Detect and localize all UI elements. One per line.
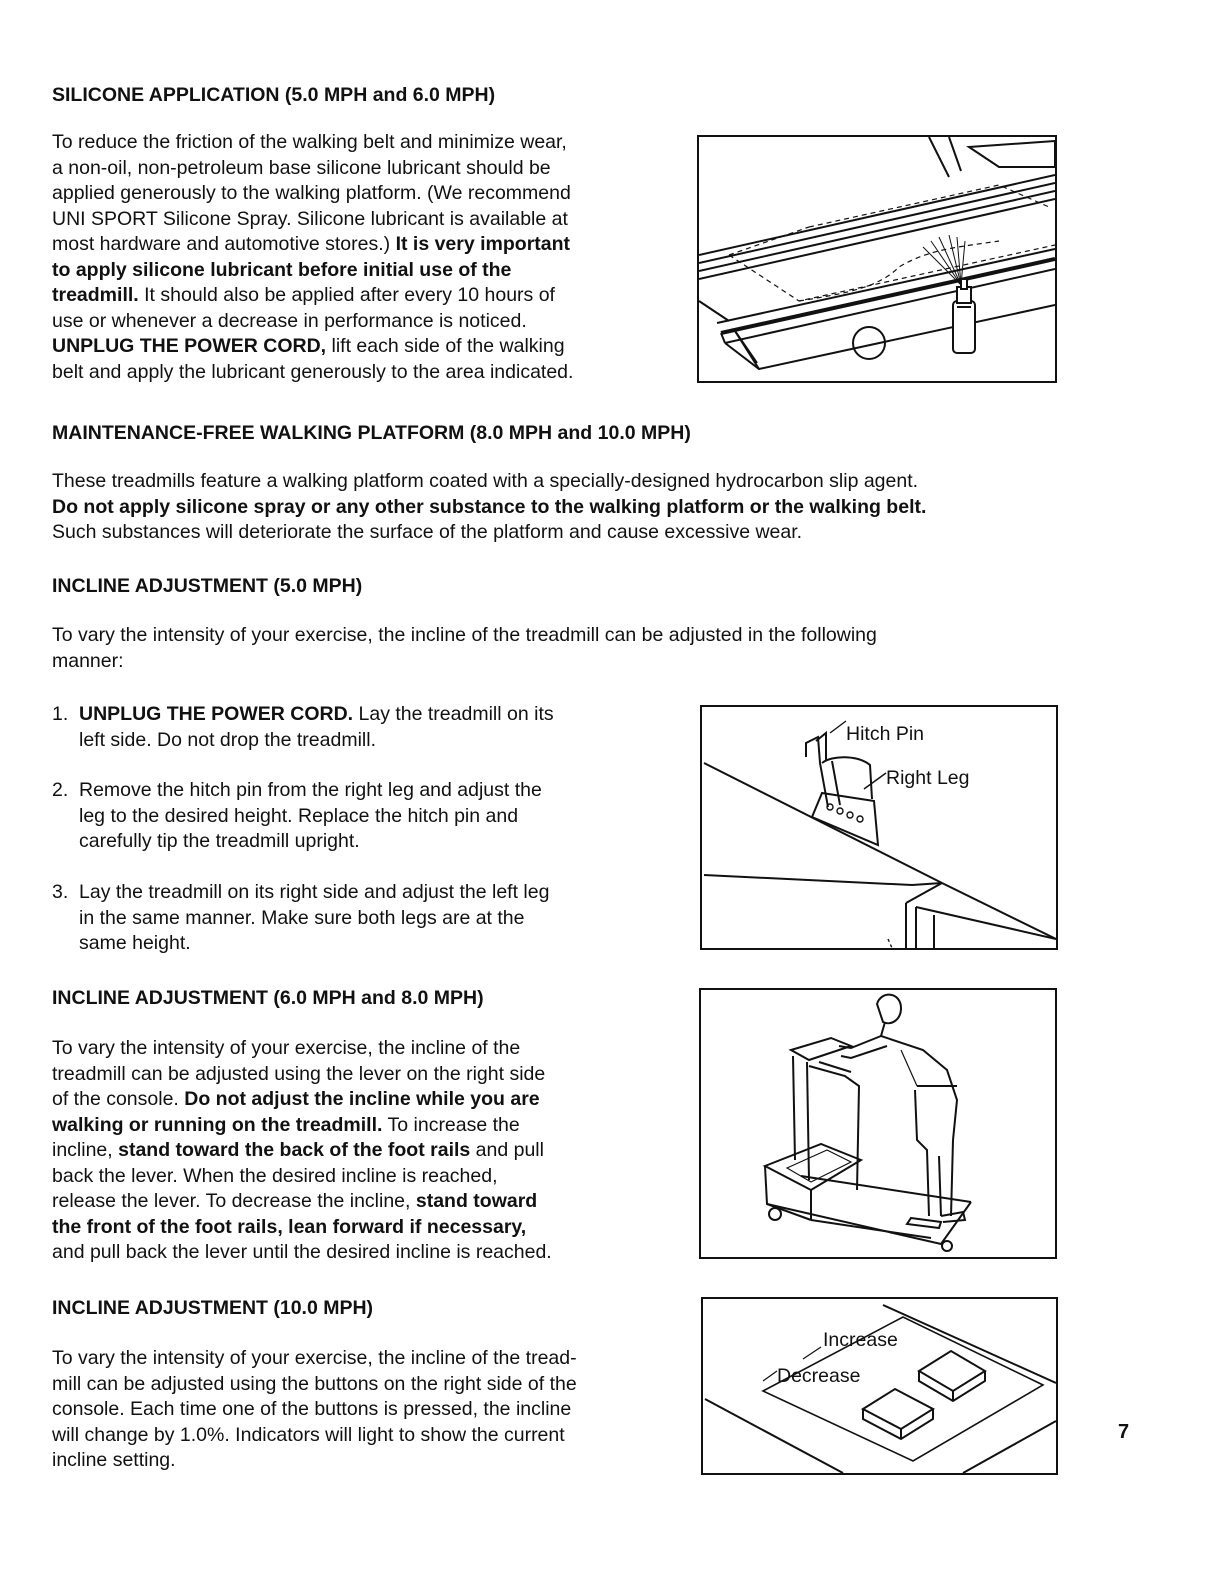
right-leg-label: Right Leg bbox=[886, 767, 970, 789]
text-fragment: It should also be applied after every 10 hours of bbox=[138, 284, 555, 306]
text-line: applied generously to the walking platform. (We recommend bbox=[52, 182, 571, 204]
maintenance-heading: MAINTENANCE-FREE WALKING PLATFORM (8.0 MPH and 10.0 MPH) bbox=[52, 422, 691, 444]
step-number: 2. bbox=[52, 779, 69, 801]
text-line: To vary the intensity of your exercise, the incline of the bbox=[52, 1037, 521, 1059]
step-3 bbox=[52, 880, 652, 958]
text-line: and pull back the lever until the desired incline is reached. bbox=[52, 1241, 552, 1263]
emphasis-text: UNPLUG THE POWER CORD, bbox=[52, 335, 327, 357]
emphasis-text: to apply silicone lubricant before initial use of the bbox=[52, 258, 512, 281]
text-line: use or whenever a decrease in performance is noticed. bbox=[52, 309, 527, 332]
text-fragment: of the console. bbox=[52, 1088, 185, 1110]
text-line: UNI SPORT Silicone Spray. Silicone lubricant is available at bbox=[52, 207, 568, 230]
text-line bbox=[52, 1138, 662, 1164]
incline-10-paragraph bbox=[52, 1346, 662, 1474]
text-line: These treadmills feature a walking platform coated with a specially-designed hydrocarbon slip agent. bbox=[52, 470, 919, 492]
text-line: will change by 1.0%. Indicators will light to show the current bbox=[52, 1423, 565, 1446]
text-line: same height. bbox=[79, 932, 191, 954]
text-line: Such substances will deteriorate the surface of the platform and cause excessive wear. bbox=[52, 521, 803, 543]
text-line: mill can be adjusted using the buttons on the right side of the bbox=[52, 1372, 577, 1395]
text-line: incline setting. bbox=[52, 1449, 176, 1471]
text-line: Remove the hitch pin from the right leg and adjust the bbox=[79, 779, 542, 801]
emphasis-text: walking or running on the treadmill. bbox=[52, 1113, 383, 1136]
text-line: carefully tip the treadmill upright. bbox=[79, 830, 360, 852]
text-line bbox=[52, 1215, 662, 1241]
silicone-paragraph bbox=[52, 130, 662, 385]
text-line bbox=[52, 1087, 662, 1113]
step-number: 3. bbox=[52, 881, 69, 903]
emphasis-text: It is very important bbox=[395, 233, 571, 255]
emphasis-text: the front of the foot rails, lean forward if necessary, bbox=[52, 1215, 527, 1238]
maintenance-paragraph bbox=[52, 469, 1152, 546]
text-line: leg to the desired height. Replace the hitch pin and bbox=[79, 804, 519, 827]
text-line: left side. Do not drop the treadmill. bbox=[79, 728, 376, 751]
text-line bbox=[79, 702, 554, 728]
warning-text: Do not apply silicone spray or any other substance to the walking platform or the walking belt. bbox=[52, 495, 927, 518]
text-line: back the lever. When the desired incline is reached, bbox=[52, 1164, 498, 1187]
text-fragment: most hardware and automotive stores.) bbox=[52, 233, 396, 255]
emphasis-text: stand toward bbox=[415, 1190, 538, 1212]
hitch-pin-label: Hitch Pin bbox=[846, 723, 925, 745]
text-line bbox=[52, 334, 662, 360]
treadmill-deck-drawing bbox=[699, 137, 1055, 381]
person-on-treadmill-drawing bbox=[701, 990, 1055, 1257]
page-number: 7 bbox=[1118, 1421, 1130, 1443]
text-line: Lay the treadmill on its right side and adjust the left leg bbox=[79, 881, 550, 903]
incline-6-8-heading: INCLINE ADJUSTMENT (6.0 MPH and 8.0 MPH) bbox=[52, 987, 484, 1009]
emphasis-text: treadmill. bbox=[52, 284, 139, 306]
text-line: in the same manner. Make sure both legs are at the bbox=[79, 906, 525, 929]
incline-6-8-paragraph bbox=[52, 1036, 662, 1266]
text-line: To vary the intensity of your exercise, the incline of the tread- bbox=[52, 1347, 577, 1369]
text-line: To vary the intensity of your exercise, the incline of the treadmill can be adjusted in the following bbox=[52, 624, 877, 646]
text-fragment: release the lever. To decrease the incline, bbox=[52, 1190, 416, 1212]
incline-10-heading: INCLINE ADJUSTMENT (10.0 MPH) bbox=[52, 1297, 374, 1319]
incline-lever-illustration bbox=[699, 988, 1057, 1259]
silicone-heading: SILICONE APPLICATION (5.0 MPH and 6.0 MPH) bbox=[52, 84, 496, 106]
text-line bbox=[52, 232, 662, 258]
incline-5-heading: INCLINE ADJUSTMENT (5.0 MPH) bbox=[52, 575, 363, 597]
incline-buttons-illustration bbox=[701, 1297, 1058, 1475]
console-buttons-drawing bbox=[703, 1299, 1056, 1473]
emphasis-text: stand toward the back of the foot rails bbox=[118, 1139, 471, 1161]
hitch-pin-illustration bbox=[700, 705, 1058, 950]
step-2 bbox=[52, 778, 652, 856]
text-fragment: incline, bbox=[52, 1139, 119, 1161]
text-line bbox=[52, 258, 662, 284]
text-line: To reduce the friction of the walking belt and minimize wear, bbox=[52, 131, 567, 153]
increase-label: Increase bbox=[823, 1329, 898, 1351]
text-line: console. Each time one of the buttons is pressed, the incline bbox=[52, 1398, 572, 1420]
text-fragment: lift each side of the walking bbox=[326, 335, 565, 357]
decrease-label: Decrease bbox=[777, 1365, 861, 1387]
step-number: 1. bbox=[52, 703, 69, 725]
text-line: treadmill can be adjusted using the lever on the right side bbox=[52, 1062, 546, 1085]
emphasis-text: Do not adjust the incline while you are bbox=[184, 1088, 540, 1110]
text-line bbox=[52, 1189, 662, 1215]
text-line bbox=[52, 1113, 662, 1139]
text-fragment: and pull bbox=[470, 1139, 544, 1161]
silicone-spray-illustration bbox=[697, 135, 1057, 383]
text-line: belt and apply the lubricant generously to the area indicated. bbox=[52, 360, 574, 383]
text-line: a non-oil, non-petroleum base silicone lubricant should be bbox=[52, 156, 551, 179]
text-line bbox=[52, 283, 662, 309]
emphasis-text: UNPLUG THE POWER CORD. bbox=[79, 703, 354, 725]
incline-5-intro bbox=[52, 623, 1152, 674]
text-line: manner: bbox=[52, 649, 124, 672]
text-fragment: To increase the bbox=[382, 1113, 520, 1136]
text-line bbox=[52, 495, 1152, 521]
text-fragment: Lay the treadmill on its bbox=[353, 703, 554, 725]
step-1 bbox=[52, 702, 652, 754]
